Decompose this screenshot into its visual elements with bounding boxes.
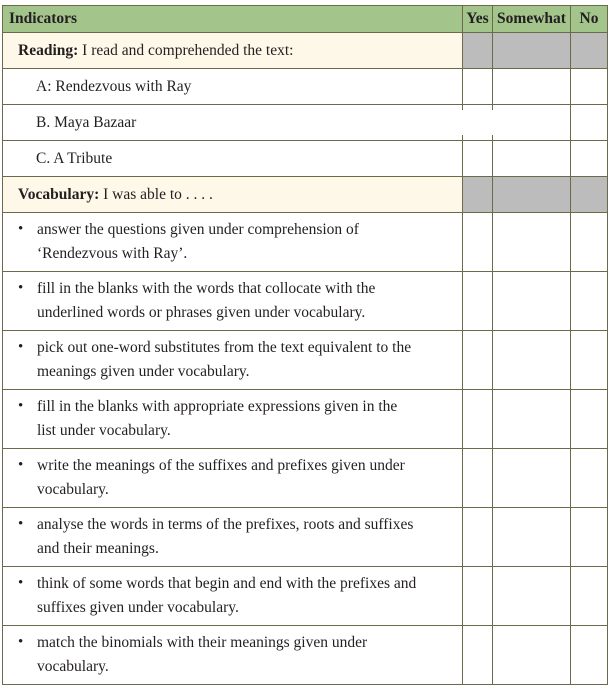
redaction-patch xyxy=(358,110,506,135)
item-line: meanings given under vocabulary. xyxy=(37,363,250,380)
somewhat-checkbox-cell[interactable] xyxy=(493,141,571,177)
yes-cell xyxy=(463,177,493,213)
item-line: match the binomials with their meanings given under xyxy=(37,634,368,651)
bullet-icon: • xyxy=(18,516,24,532)
somewhat-checkbox-cell[interactable] xyxy=(493,331,571,390)
item-line: vocabulary. xyxy=(37,481,109,498)
vocabulary-item-row xyxy=(3,449,608,508)
header-row xyxy=(3,6,608,33)
no-cell xyxy=(571,177,608,213)
vocabulary-label: Vocabulary: xyxy=(18,185,100,203)
yes-checkbox-cell[interactable] xyxy=(463,331,493,390)
reading-item-c: C. A Tribute xyxy=(3,141,463,177)
somewhat-cell xyxy=(493,33,571,69)
bullet-icon: • xyxy=(18,339,24,355)
somewhat-checkbox-cell[interactable] xyxy=(493,567,571,626)
item-line: and their meanings. xyxy=(37,540,159,557)
yes-checkbox-cell[interactable] xyxy=(463,141,493,177)
somewhat-checkbox-cell[interactable] xyxy=(493,69,571,105)
yes-checkbox-cell[interactable] xyxy=(463,69,493,105)
vocabulary-text: I was able to . . . . xyxy=(99,185,213,203)
item-line: ‘Rendezvous with Ray’. xyxy=(37,245,188,262)
bullet-icon: • xyxy=(18,634,24,650)
header-indicators: Indicators xyxy=(3,6,463,33)
vocabulary-section-row xyxy=(3,177,608,213)
yes-checkbox-cell[interactable] xyxy=(463,626,493,685)
item-line: write the meanings of the suffixes and prefixes given under xyxy=(37,457,405,474)
header-somewhat: Somewhat xyxy=(493,6,571,33)
reading-label: Reading: xyxy=(18,41,79,59)
somewhat-checkbox-cell[interactable] xyxy=(493,449,571,508)
somewhat-cell xyxy=(493,177,571,213)
vocabulary-item xyxy=(3,626,463,685)
no-checkbox-cell[interactable] xyxy=(571,105,608,141)
vocabulary-item-row xyxy=(3,626,608,685)
vocabulary-item xyxy=(3,213,463,272)
item-line: pick out one-word substitutes from the text equivalent to the xyxy=(37,339,412,356)
item-line: vocabulary. xyxy=(37,658,109,675)
somewhat-checkbox-cell[interactable] xyxy=(493,272,571,331)
reading-item-row xyxy=(3,141,608,177)
no-checkbox-cell[interactable] xyxy=(571,390,608,449)
reading-item-a: A: Rendezvous with Ray xyxy=(3,69,463,105)
vocabulary-item xyxy=(3,390,463,449)
no-checkbox-cell[interactable] xyxy=(571,567,608,626)
bullet-icon: • xyxy=(18,280,24,296)
vocabulary-item-row xyxy=(3,508,608,567)
yes-checkbox-cell[interactable] xyxy=(463,567,493,626)
bullet-icon: • xyxy=(18,457,24,473)
item-line: answer the questions given under comprehension of xyxy=(37,221,359,238)
reading-item-row xyxy=(3,69,608,105)
vocabulary-section-label xyxy=(3,177,463,213)
vocabulary-item xyxy=(3,449,463,508)
yes-cell xyxy=(463,33,493,69)
bullet-icon: • xyxy=(18,221,24,237)
indicators-table xyxy=(2,5,608,685)
vocabulary-item-row xyxy=(3,213,608,272)
no-cell xyxy=(571,33,608,69)
item-line: underlined words or phrases given under vocabulary. xyxy=(37,304,366,321)
header-yes: Yes xyxy=(463,6,493,33)
vocabulary-item xyxy=(3,272,463,331)
no-checkbox-cell[interactable] xyxy=(571,213,608,272)
vocabulary-item-row xyxy=(3,331,608,390)
no-checkbox-cell[interactable] xyxy=(571,69,608,105)
yes-checkbox-cell[interactable] xyxy=(463,508,493,567)
no-checkbox-cell[interactable] xyxy=(571,272,608,331)
item-line: think of some words that begin and end with the prefixes and xyxy=(37,575,417,592)
no-checkbox-cell[interactable] xyxy=(571,508,608,567)
somewhat-checkbox-cell[interactable] xyxy=(493,390,571,449)
no-checkbox-cell[interactable] xyxy=(571,449,608,508)
item-line: suffixes given under vocabulary. xyxy=(37,599,239,616)
vocabulary-item xyxy=(3,331,463,390)
vocabulary-item-row xyxy=(3,390,608,449)
reading-text: I read and comprehended the text: xyxy=(78,41,294,59)
item-line: analyse the words in terms of the prefixes, roots and suffixes xyxy=(37,516,414,533)
bullet-icon: • xyxy=(18,398,24,414)
item-line: list under vocabulary. xyxy=(37,422,171,439)
vocabulary-item-row xyxy=(3,567,608,626)
no-checkbox-cell[interactable] xyxy=(571,626,608,685)
yes-checkbox-cell[interactable] xyxy=(463,272,493,331)
item-line: fill in the blanks with the words that collocate with the xyxy=(37,280,376,297)
yes-checkbox-cell[interactable] xyxy=(463,449,493,508)
reading-section-row xyxy=(3,33,608,69)
header-no: No xyxy=(571,6,608,33)
bullet-icon: • xyxy=(18,575,24,591)
vocabulary-item-row xyxy=(3,272,608,331)
yes-checkbox-cell[interactable] xyxy=(463,390,493,449)
reading-item-b: B. Maya Bazaar xyxy=(3,105,463,141)
vocabulary-item xyxy=(3,508,463,567)
reading-item-row xyxy=(3,105,608,141)
no-checkbox-cell[interactable] xyxy=(571,331,608,390)
somewhat-checkbox-cell[interactable] xyxy=(493,508,571,567)
somewhat-checkbox-cell[interactable] xyxy=(493,213,571,272)
somewhat-checkbox-cell[interactable] xyxy=(493,626,571,685)
reading-section-label xyxy=(3,33,463,69)
yes-checkbox-cell[interactable] xyxy=(463,213,493,272)
item-line: fill in the blanks with appropriate expressions given in the xyxy=(37,398,398,415)
vocabulary-item xyxy=(3,567,463,626)
no-checkbox-cell[interactable] xyxy=(571,141,608,177)
